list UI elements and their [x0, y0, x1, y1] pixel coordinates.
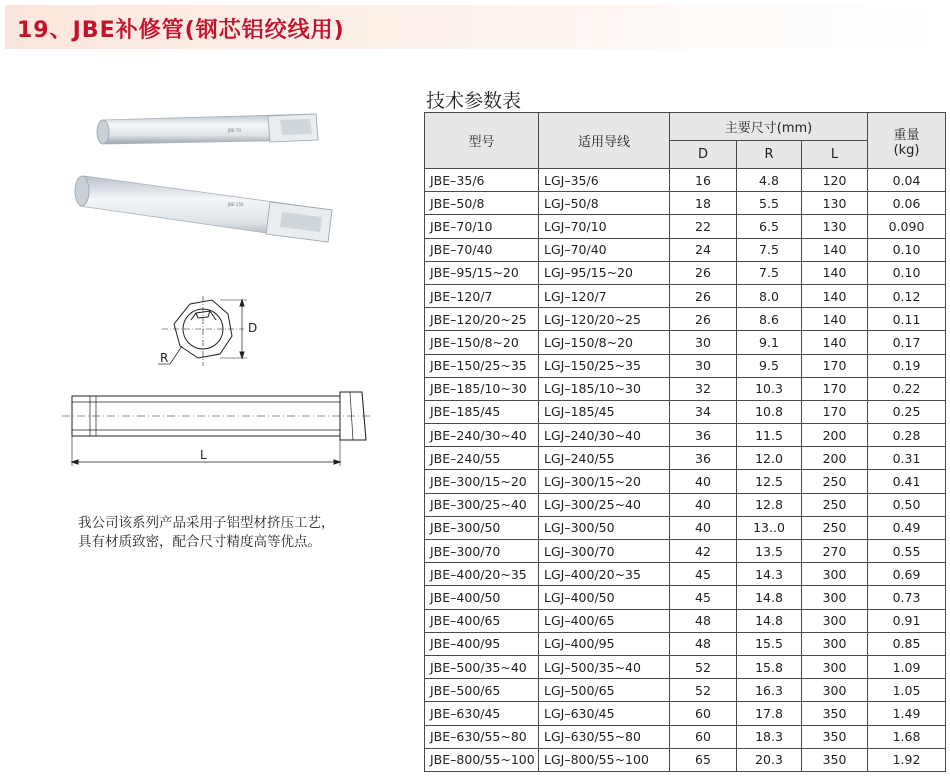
cell-model: JBE–400/50: [425, 586, 539, 609]
cell-weight: 0.25: [868, 400, 946, 423]
cell-l: 130: [802, 192, 868, 215]
table-row: [425, 516, 946, 539]
cell-l: 300: [802, 586, 868, 609]
cell-d: 65: [670, 748, 737, 771]
description-line-1: 我公司该系列产品采用子铝型材挤压工艺，: [78, 515, 335, 531]
cell-model: JBE–500/35~40: [425, 655, 539, 678]
cell-conductor: LGJ–300/15~20: [539, 470, 670, 493]
cell-conductor: LGJ–185/45: [539, 400, 670, 423]
table-row: [425, 238, 946, 261]
cell-conductor: LGJ–35/6: [539, 169, 670, 192]
cell-d: 60: [670, 725, 737, 748]
product-description: [78, 514, 335, 552]
cell-weight: 0.28: [868, 424, 946, 447]
cell-model: JBE–185/10~30: [425, 377, 539, 400]
cell-l: 350: [802, 702, 868, 725]
table-row: [425, 261, 946, 284]
cell-conductor: LGJ–800/55~100: [539, 748, 670, 771]
cell-weight: 0.91: [868, 609, 946, 632]
tube-lower: [75, 176, 332, 242]
cell-r: 13..0: [737, 516, 802, 539]
cell-conductor: LGJ–400/95: [539, 632, 670, 655]
cell-r: 7.5: [737, 238, 802, 261]
cell-r: 9.1: [737, 331, 802, 354]
cell-conductor: LGJ–240/55: [539, 447, 670, 470]
cell-conductor: LGJ–70/10: [539, 215, 670, 238]
cell-r: 4.8: [737, 169, 802, 192]
cell-conductor: LGJ–400/50: [539, 586, 670, 609]
cell-weight: 1.49: [868, 702, 946, 725]
cell-model: JBE–95/15~20: [425, 261, 539, 284]
cell-weight: 0.090: [868, 215, 946, 238]
cell-r: 14.3: [737, 563, 802, 586]
cell-model: JBE–300/25~40: [425, 493, 539, 516]
cell-weight: 0.31: [868, 447, 946, 470]
cell-r: 6.5: [737, 215, 802, 238]
cell-weight: 0.06: [868, 192, 946, 215]
cell-d: 30: [670, 331, 737, 354]
product-photo: [70, 96, 350, 246]
cell-d: 60: [670, 702, 737, 725]
cell-model: JBE–120/7: [425, 284, 539, 307]
header-d: D: [670, 141, 737, 169]
cell-conductor: LGJ–185/10~30: [539, 377, 670, 400]
table-row: [425, 540, 946, 563]
cell-d: 40: [670, 493, 737, 516]
cell-l: 250: [802, 493, 868, 516]
cell-conductor: LGJ–300/25~40: [539, 493, 670, 516]
table-body: [425, 169, 946, 772]
cell-l: 250: [802, 470, 868, 493]
cell-d: 26: [670, 284, 737, 307]
cell-d: 40: [670, 516, 737, 539]
cell-r: 5.5: [737, 192, 802, 215]
table-row: [425, 679, 946, 702]
table-caption: 技术参数表: [426, 90, 522, 112]
cell-model: JBE–150/8~20: [425, 331, 539, 354]
cell-model: JBE–35/6: [425, 169, 539, 192]
title-bar: [5, 5, 945, 49]
page-title: 19、JBE补修管(钢芯铝绞线用): [17, 18, 345, 43]
cell-d: 18: [670, 192, 737, 215]
cell-r: 11.5: [737, 424, 802, 447]
cell-r: 10.3: [737, 377, 802, 400]
cell-l: 170: [802, 377, 868, 400]
cell-weight: 0.04: [868, 169, 946, 192]
table-row: [425, 424, 946, 447]
table-row: [425, 308, 946, 331]
cell-d: 36: [670, 424, 737, 447]
cell-r: 15.8: [737, 655, 802, 678]
cell-r: 14.8: [737, 609, 802, 632]
cell-conductor: LGJ–400/20~35: [539, 563, 670, 586]
header-main-dimensions: 主要尺寸(mm): [670, 113, 868, 141]
table-header-row: [425, 113, 946, 141]
cell-conductor: LGJ–630/55~80: [539, 725, 670, 748]
cell-weight: 0.12: [868, 284, 946, 307]
table-row: [425, 586, 946, 609]
cell-l: 170: [802, 354, 868, 377]
table-row: [425, 215, 946, 238]
cell-l: 300: [802, 609, 868, 632]
cell-d: 30: [670, 354, 737, 377]
cell-weight: 1.92: [868, 748, 946, 771]
cell-model: JBE–400/20~35: [425, 563, 539, 586]
cell-d: 22: [670, 215, 737, 238]
table-row: [425, 192, 946, 215]
cell-d: 48: [670, 609, 737, 632]
cell-l: 170: [802, 400, 868, 423]
table-row: [425, 609, 946, 632]
cell-d: 32: [670, 377, 737, 400]
cell-weight: 0.55: [868, 540, 946, 563]
header-weight-label: 重量: [893, 127, 920, 143]
diagram-label-l: L: [200, 448, 207, 462]
cell-r: 13.5: [737, 540, 802, 563]
cell-conductor: LGJ–50/8: [539, 192, 670, 215]
cell-l: 140: [802, 284, 868, 307]
cell-l: 140: [802, 308, 868, 331]
cell-weight: 0.50: [868, 493, 946, 516]
table-row: [425, 493, 946, 516]
diagram-label-d: D: [248, 321, 258, 335]
cell-model: JBE–400/95: [425, 632, 539, 655]
header-weight-unit: (kg): [893, 142, 920, 158]
cell-model: JBE–70/40: [425, 238, 539, 261]
cross-section-view: [158, 296, 247, 366]
table-row: [425, 748, 946, 771]
header-r: R: [737, 141, 802, 169]
header-weight: [868, 113, 946, 169]
cell-d: 26: [670, 261, 737, 284]
dimension-diagram: [62, 296, 372, 468]
cell-l: 300: [802, 563, 868, 586]
cell-weight: 0.19: [868, 354, 946, 377]
svg-text:JBE-70: JBE-70: [228, 128, 241, 133]
cell-conductor: LGJ–95/15~20: [539, 261, 670, 284]
cell-weight: 0.10: [868, 238, 946, 261]
cell-model: JBE–800/55~100: [425, 748, 539, 771]
cell-weight: 0.11: [868, 308, 946, 331]
cell-r: 16.3: [737, 679, 802, 702]
cell-weight: 0.41: [868, 470, 946, 493]
cell-l: 200: [802, 424, 868, 447]
table-row: [425, 354, 946, 377]
tube-upper: [97, 114, 318, 144]
table-row: [425, 169, 946, 192]
cell-r: 12.8: [737, 493, 802, 516]
cell-weight: 0.10: [868, 261, 946, 284]
cell-model: JBE–400/65: [425, 609, 539, 632]
cell-weight: 1.09: [868, 655, 946, 678]
table-row: [425, 563, 946, 586]
cell-weight: 0.22: [868, 377, 946, 400]
cell-weight: 0.85: [868, 632, 946, 655]
cell-d: 52: [670, 679, 737, 702]
cell-d: 36: [670, 447, 737, 470]
cell-model: JBE–300/50: [425, 516, 539, 539]
table-row: [425, 632, 946, 655]
cell-r: 17.8: [737, 702, 802, 725]
cell-l: 140: [802, 261, 868, 284]
cell-d: 26: [670, 308, 737, 331]
header-model: 型号: [425, 113, 539, 169]
cell-model: JBE–300/70: [425, 540, 539, 563]
cell-conductor: LGJ–150/8~20: [539, 331, 670, 354]
cell-d: 42: [670, 540, 737, 563]
cell-conductor: LGJ–300/70: [539, 540, 670, 563]
header-conductor: 适用导线: [539, 113, 670, 169]
cell-l: 140: [802, 238, 868, 261]
table-row: [425, 725, 946, 748]
description-line-2: 具有材质致密，配合尺寸精度高等优点。: [78, 534, 321, 550]
header-l: L: [802, 141, 868, 169]
cell-weight: 1.05: [868, 679, 946, 702]
cell-conductor: LGJ–500/35~40: [539, 655, 670, 678]
cell-r: 20.3: [737, 748, 802, 771]
cell-model: JBE–50/8: [425, 192, 539, 215]
cell-conductor: LGJ–120/20~25: [539, 308, 670, 331]
table-row: [425, 702, 946, 725]
cell-conductor: LGJ–150/25~35: [539, 354, 670, 377]
cell-weight: 0.73: [868, 586, 946, 609]
cell-l: 270: [802, 540, 868, 563]
cell-l: 350: [802, 748, 868, 771]
cell-weight: 1.68: [868, 725, 946, 748]
table-row: [425, 470, 946, 493]
cell-l: 140: [802, 331, 868, 354]
cell-model: JBE–150/25~35: [425, 354, 539, 377]
side-view: [62, 392, 372, 466]
cell-d: 45: [670, 563, 737, 586]
table-row: [425, 655, 946, 678]
table-row: [425, 284, 946, 307]
cell-l: 300: [802, 632, 868, 655]
table-row: [425, 377, 946, 400]
cell-d: 40: [670, 470, 737, 493]
cell-model: JBE–70/10: [425, 215, 539, 238]
cell-model: JBE–240/30~40: [425, 424, 539, 447]
cell-conductor: LGJ–500/65: [539, 679, 670, 702]
table-row: [425, 331, 946, 354]
table-row: [425, 447, 946, 470]
cell-weight: 0.17: [868, 331, 946, 354]
cell-l: 250: [802, 516, 868, 539]
cell-r: 18.3: [737, 725, 802, 748]
spec-table: [424, 112, 946, 772]
cell-model: JBE–630/45: [425, 702, 539, 725]
cell-r: 12.5: [737, 470, 802, 493]
cell-conductor: LGJ–240/30~40: [539, 424, 670, 447]
cell-d: 45: [670, 586, 737, 609]
cell-d: 52: [670, 655, 737, 678]
cell-weight: 0.49: [868, 516, 946, 539]
cell-model: JBE–300/15~20: [425, 470, 539, 493]
cell-model: JBE–185/45: [425, 400, 539, 423]
cell-d: 24: [670, 238, 737, 261]
cell-conductor: LGJ–630/45: [539, 702, 670, 725]
cell-conductor: LGJ–300/50: [539, 516, 670, 539]
cell-r: 8.6: [737, 308, 802, 331]
svg-text:JBE-150: JBE-150: [228, 202, 244, 207]
diagram-label-r: R: [160, 351, 169, 365]
cell-r: 10.8: [737, 400, 802, 423]
cell-model: JBE–630/55~80: [425, 725, 539, 748]
cell-model: JBE–500/65: [425, 679, 539, 702]
cell-conductor: LGJ–120/7: [539, 284, 670, 307]
cell-weight: 0.69: [868, 563, 946, 586]
cell-r: 15.5: [737, 632, 802, 655]
cell-r: 14.8: [737, 586, 802, 609]
cell-l: 300: [802, 655, 868, 678]
table-row: [425, 400, 946, 423]
cell-l: 300: [802, 679, 868, 702]
cell-r: 12.0: [737, 447, 802, 470]
cell-l: 200: [802, 447, 868, 470]
cell-r: 7.5: [737, 261, 802, 284]
cell-conductor: LGJ–400/65: [539, 609, 670, 632]
cell-r: 8.0: [737, 284, 802, 307]
cell-d: 48: [670, 632, 737, 655]
cell-d: 34: [670, 400, 737, 423]
cell-r: 9.5: [737, 354, 802, 377]
cell-model: JBE–120/20~25: [425, 308, 539, 331]
cell-d: 16: [670, 169, 737, 192]
cell-conductor: LGJ–70/40: [539, 238, 670, 261]
cell-l: 350: [802, 725, 868, 748]
cell-l: 120: [802, 169, 868, 192]
cell-model: JBE–240/55: [425, 447, 539, 470]
cell-l: 130: [802, 215, 868, 238]
